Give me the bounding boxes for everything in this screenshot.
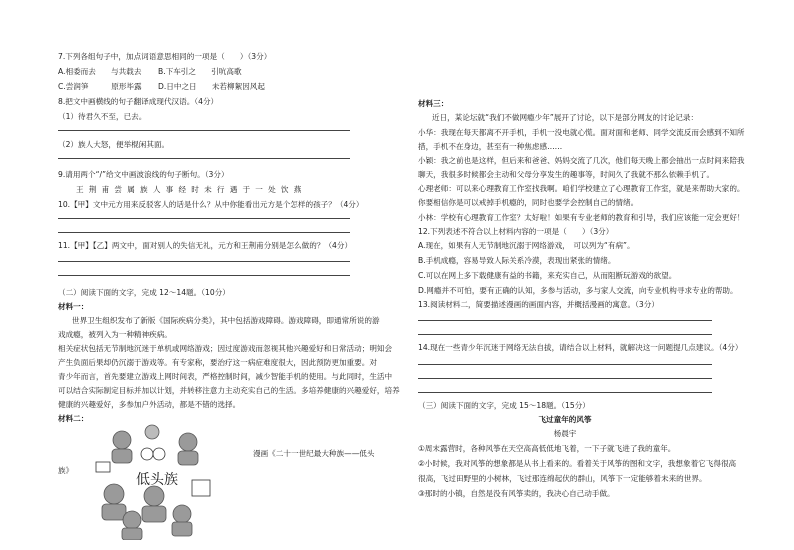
answer-line (418, 392, 712, 393)
discussion-line: 你要相信你是可以戒掉手机瘾的，同时也要学会控制自己的情绪。 (418, 198, 639, 207)
answer-line (58, 232, 350, 233)
discussion-line: 措，手机不在身边，甚至有一种焦虑感…… (418, 142, 563, 151)
story-para: ①周末露营时，各种风筝在天空高高低低地飞着，一下子就飞进了我的童年。 (418, 444, 676, 453)
q10-stem: 10.【甲】文中元方用来反驳客人的话是什么？从中你能看出元方是个怎样的孩子？（4分） (58, 200, 364, 209)
q7-option-d: D.日中之日 未若柳絮因风起 (158, 82, 265, 91)
q12-stem: 12.下列表述不符合以上材料内容的一项是（ ）（3分） (418, 227, 614, 236)
material-1-title: 材料一： (58, 302, 89, 311)
q7-option-c: C.尝润笋 原形毕露 (58, 82, 142, 91)
answer-line (58, 158, 350, 159)
answer-line (58, 275, 350, 276)
story-para: 很高，飞过田野里的小树林，飞过那连绵起伏的群山，风筝下一定能够着未来的世界。 (418, 474, 707, 483)
low-head-tribe-cartoon (92, 422, 212, 540)
story-para: ②小时候，我对风筝的想象都是从书上看来的。看着关于风筝的图和文字，我想象着它飞得很高 (418, 459, 737, 468)
answer-line (418, 378, 712, 379)
material-1-para: 青少年而言，首先要建立游戏上网时间表，严格控制时间，减少智能手机的使用。与此同时，生活中 (58, 372, 393, 381)
cartoon-label: 低头族 (136, 472, 178, 488)
discussion-line: 小林：学校有心理教育工作室？太好啦！如果有专业老师的教育和引导，我们应该能一定会更好！ (418, 213, 745, 222)
q12-option-a: A.现在，如果有人无节制地沉溺于网络游戏， 可以列为“有病”。 (418, 241, 635, 250)
material-1-para: 戏成瘾，被列入为一种精神疾病。 (58, 330, 172, 339)
answer-line (418, 334, 712, 335)
material-1-para: 健康的兴趣爱好，多参加户外活动，都是不错的选择。 (58, 400, 241, 409)
q12-option-c: C.可以在网上多下载健康有益的书籍，来充实自己，从而阻断玩游戏的欲望。 (418, 271, 677, 280)
material-1-para: 产生负面后果却仍沉溺于游戏等。有专家称，要治疗这一病症难度很大，因此预防更加重要。对 (58, 358, 377, 367)
material-2-caption: 漫画《二十一世纪最大种族——低头 (253, 449, 375, 458)
material-2-title: 材料二： (58, 414, 89, 423)
q7-option-b: B.下车引之 引吭高歌 (158, 67, 242, 76)
section-3-heading: （三）阅读下面的文字，完成 15～18题。（15分） (418, 401, 590, 410)
answer-line (418, 364, 712, 365)
discussion-line: 心理老师：可以来心理教育工作室找我啊。咱们学校建立了心理教育工作室，就是来帮助大家的。 (418, 184, 745, 193)
material-2-caption-cont: 族》 (58, 466, 74, 475)
material-3-title: 材料三： (418, 99, 449, 108)
answer-line (418, 320, 712, 321)
answer-line (58, 130, 350, 131)
answer-line (58, 261, 350, 262)
q12-option-d: D.网瘾并不可怕，要有正确的认知，多参与活动，多与家人交流，向专业机构寻求专业的帮助。 (418, 286, 738, 295)
answer-line (58, 218, 350, 219)
q9-sentence: 王 荆 甫 尝 属 族 人 事 经 时 未 行 遇 于 一 处 饮 燕 (76, 185, 303, 194)
q9-stem: 9.请用两个“/”给文中画波浪线的句子断句。（3分） (58, 170, 229, 179)
material-1-para: 相关症状包括无节制地沉迷于单机或网络游戏；因过度游戏而忽视其他兴趣爱好和日常活动；明知会 (58, 344, 393, 353)
section-2-heading: （二）阅读下面的文字，完成 12～14题。（10分） (58, 288, 230, 297)
q7-option-a: A.相委而去 与共载去 (58, 67, 142, 76)
q8-sub-2: （2）族人大怒，便举棍闲其面。 (58, 140, 170, 149)
q11-stem: 11.【甲】【乙】两文中，面对别人的失信无礼，元方和王荆甫分别是怎么做的？（4分） (58, 241, 353, 250)
material-3-intro: 近日，某论坛就“我们不做网瘾少年”展开了讨论，以下是部分网友的讨论记录： (432, 113, 699, 122)
q8-stem: 8.把文中画横线的句子翻译成现代汉语。（4分） (58, 97, 219, 106)
q12-option-b: B.手机成瘾，容易导致人际关系冷漠，表现出紧张的情绪。 (418, 256, 616, 265)
discussion-line: 小华：我现在每天都离不开手机，手机一没电就心慌。面对面和老师、同学交流反而会感到不知所 (418, 128, 745, 137)
story-para: ③那时的小镇，自然是没有风筝卖的，我决心自己动手做。 (418, 489, 615, 498)
discussion-line: 聊天，我很多时候都会主动和父母分享发生的趣事等，时间久了我就不那么依赖手机了。 (418, 170, 715, 179)
story-author: 杨晨宇 (553, 429, 577, 438)
q8-sub-1: （1）待君久不至，已去。 (58, 112, 147, 121)
q7-stem: 7.下列各组句子中，加点词语意思相同的一项是（ ）（3分） (58, 52, 272, 61)
q14-stem: 14.现在一些青少年沉迷于网络无法自拔，请结合以上材料，就解决这一问题提几点建议。（4分） (418, 343, 743, 352)
material-1-para: 可以结合实际制定目标并加以计划，并转移注意力主动充实自己的生活。多培养健康的兴趣爱好，培养 (58, 386, 400, 395)
material-1-para: 世界卫生组织发布了新版《国际疾病分类》，其中包括游戏障碍。游戏障碍，即通常所说的游 (72, 316, 380, 325)
discussion-line: 小颖：我之前也是这样，但后来和爸爸、妈妈交流了几次，他们每天晚上都会抽出一点时间来陪我 (418, 156, 745, 165)
story-title: 飞过童年的风筝 (538, 415, 592, 424)
q13-stem: 13.阅读材料二，简要描述漫画的画面内容，并概括漫画的寓意。（3分） (418, 300, 659, 309)
